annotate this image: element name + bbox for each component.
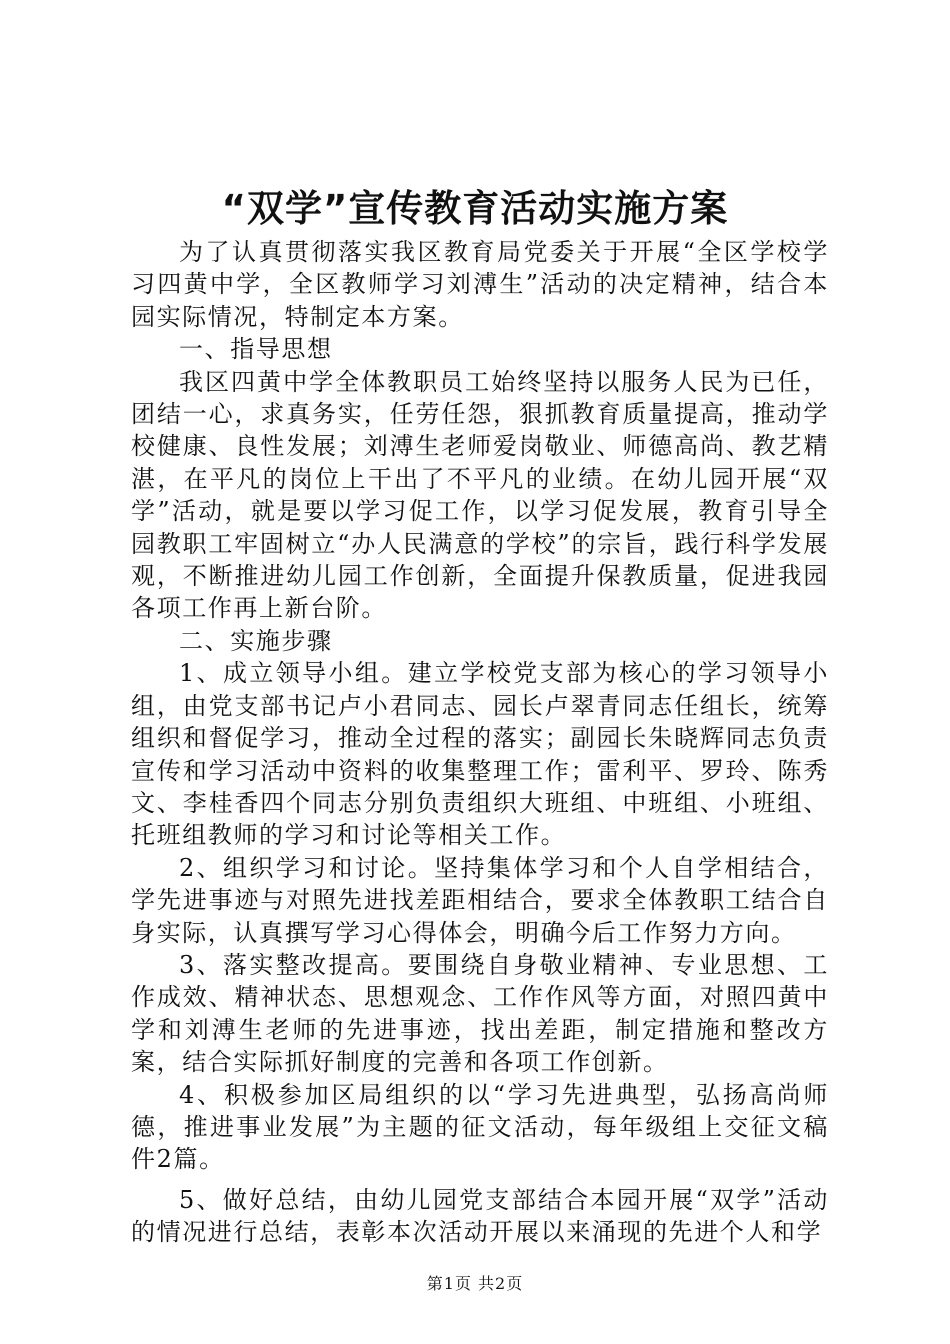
document-body (131, 236, 829, 1249)
step-2-paragraph: 2、组织学习和讨论。坚持集体学习和个人自学相结合，学先进事迹与对照先进找差距相结合，要求全体教职工结合自身实际，认真撰写学习心得体会，明确今后工作努力方向。 (131, 853, 829, 947)
section-heading-implementation-steps: 二、实施步骤 (179, 626, 333, 655)
intro-paragraph: 为了认真贯彻落实我区教育局党委关于开展“全区学校学习四黄中学，全区教师学习刘溥生”活动的决定精神，结合本园实际情况，特制定本方案。 (131, 238, 829, 331)
step-5-paragraph: 5、做好总结，由幼儿园党支部结合本园开展“双学”活动的情况进行总结，表彰本次活动开展以来涌现的先进个人和学 (131, 1185, 829, 1247)
step-4-paragraph: 4、积极参加区局组织的以“学习先进典型，弘扬高尚师德，推进事业发展”为主题的征文活动，每年级组上交征文稿件2篇。 (131, 1080, 829, 1174)
section-heading-guiding-thought: 一、指导思想 (179, 335, 333, 364)
page-footer: 第1页 共2页 (426, 1274, 524, 1293)
step-3-paragraph: 3、落实整改提高。要围绕自身敬业精神、专业思想、工作成效、精神状态、思想观念、工作作风等方面，对照四黄中学和刘溥生老师的先进事迹，找出差距，制定措施和整改方案，结合实际抓好制度的完善和各项工作创新。 (131, 950, 829, 1077)
document-title: “双学”宣传教育活动实施方案 (221, 187, 729, 230)
step-1-paragraph: 1、成立领导小组。建立学校党支部为核心的学习领导小组，由党支部书记卢小君同志、园长卢翠青同志任组长，统筹组织和督促学习，推动全过程的落实；副园长朱晓辉同志负责宣传和学习活动中资料的收集整理工作；雷利平、罗玲、陈秀文、李桂香四个同志分别负责组织大班组、中班组、小班组、托班组教师的学习和讨论等相关工作。 (131, 659, 829, 850)
guiding-thought-paragraph: 我区四黄中学全体教职员工始终坚持以服务人民为已任，团结一心，求真务实，任劳任怨，狠抓教育质量提高，推动学校健康、良性发展；刘溥生老师爱岗敬业、师德高尚、教艺精湛，在平凡的岗位上干出了不平凡的业绩。在幼儿园开展“双学”活动，就是要以学习促工作，以学习促发展，教育引导全园教职工牢固树立“办人民满意的学校”的宗旨，践行科学发展观，不断推进幼儿园工作创新，全面提升保教质量，促进我园各项工作再上新台阶。 (131, 367, 829, 623)
